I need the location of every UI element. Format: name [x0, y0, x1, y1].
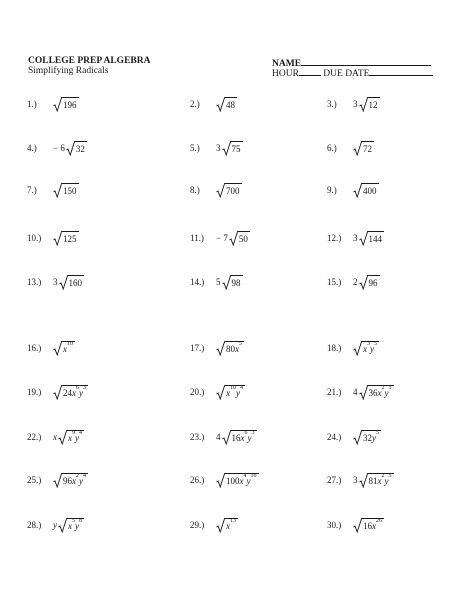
variable: x	[226, 520, 230, 531]
radicand: x 13	[226, 517, 236, 531]
radical-sign-icon	[216, 183, 225, 198]
hour-due-field[interactable]	[272, 66, 433, 80]
variable: x	[63, 343, 67, 354]
variable: y	[372, 432, 376, 443]
variable: y	[247, 432, 252, 443]
problem-number: 8.)	[190, 185, 200, 195]
radical-sign-icon	[222, 141, 231, 156]
variable: y	[75, 520, 79, 531]
radicand: 400	[362, 183, 379, 198]
problem-item	[190, 94, 237, 114]
radical-expression	[53, 341, 75, 356]
problem-number: 15.)	[327, 277, 342, 287]
problem-coefficient: 5	[216, 277, 221, 287]
radical-sign-icon	[59, 275, 68, 290]
problem-coefficient: y	[53, 520, 57, 530]
variable: x	[68, 520, 72, 531]
problem-number: 20.)	[190, 387, 205, 397]
radical-sign-icon	[229, 231, 238, 246]
radicand: 81 x 2 y 5	[368, 472, 392, 486]
problem-item	[27, 180, 79, 200]
radical-sign-icon	[359, 231, 368, 246]
variable: y	[246, 475, 251, 486]
radicand: 48	[225, 97, 237, 112]
problem-item	[190, 427, 257, 447]
radical-expression	[353, 341, 379, 356]
radical-expression	[53, 473, 88, 488]
radical-sign-icon	[58, 430, 67, 445]
problem-item	[27, 338, 75, 358]
variable: x	[377, 387, 382, 398]
radicand: 80 x 5	[226, 340, 242, 354]
problem-number: 18.)	[327, 343, 342, 353]
radicand: 144	[368, 231, 385, 246]
problem-item	[27, 272, 84, 292]
problem-number: 10.)	[27, 233, 42, 243]
variable: y	[79, 387, 83, 398]
radicand: 98	[231, 275, 243, 290]
problem-item	[327, 338, 379, 358]
variable: x	[72, 387, 76, 398]
problem-item	[27, 228, 79, 248]
problem-number: 2.)	[190, 99, 200, 109]
problem-number: 23.)	[190, 432, 205, 442]
radical-expression	[58, 430, 84, 445]
name-label: NAME	[272, 59, 302, 69]
radical-sign-icon	[359, 473, 368, 488]
problem-item	[27, 427, 84, 447]
radical-sign-icon	[222, 275, 231, 290]
problem-item	[27, 382, 88, 402]
radicand: 100 x 4 y 16	[226, 472, 257, 486]
radical-sign-icon	[53, 231, 62, 246]
radicand: 75	[231, 141, 243, 156]
problem-number: 16.)	[27, 343, 42, 353]
problem-number: 5.)	[190, 143, 200, 153]
radical-expression	[53, 231, 79, 246]
hour-label: HOUR	[272, 69, 299, 79]
radical-sign-icon	[53, 385, 62, 400]
radical-expression	[216, 97, 237, 112]
radical-sign-icon	[359, 97, 368, 112]
radicand-number: 100	[226, 475, 240, 486]
variable: x	[235, 343, 239, 354]
variable: y	[75, 432, 79, 443]
radical-sign-icon	[58, 518, 67, 533]
radical-expression	[216, 183, 242, 198]
radical-sign-icon	[222, 430, 231, 445]
radical-expression	[359, 97, 380, 112]
problem-coefficient: 4	[216, 432, 221, 442]
radicand: x 9 y 4	[68, 429, 82, 443]
radical-sign-icon	[353, 518, 362, 533]
radical-expression	[359, 275, 380, 290]
variable: x	[239, 475, 244, 486]
radicand-number: 16	[231, 432, 241, 443]
radical-expression	[359, 385, 394, 400]
radicand: x 3 y 5	[363, 340, 377, 354]
radicand-number: 24	[63, 387, 72, 398]
problem-coefficient: 3	[353, 99, 358, 109]
radicand: 160	[68, 275, 85, 290]
radicand-number: 36	[368, 387, 378, 398]
radicand: x 10	[63, 340, 73, 354]
problem-item	[327, 427, 381, 447]
radical-sign-icon	[216, 473, 225, 488]
problem-number: 6.)	[327, 143, 337, 153]
radicand: 700	[225, 183, 242, 198]
variable: x	[240, 432, 245, 443]
radicand: 36 x 2 y 3	[368, 384, 392, 398]
problem-number: 24.)	[327, 432, 342, 442]
radical-sign-icon	[353, 341, 362, 356]
variable: y	[370, 343, 374, 354]
problem-item	[327, 228, 384, 248]
problem-number: 28.)	[27, 520, 42, 530]
hour-blank[interactable]	[299, 66, 321, 76]
problem-item	[190, 515, 238, 535]
radical-expression	[53, 385, 88, 400]
radical-sign-icon	[353, 183, 362, 198]
problem-item	[327, 180, 379, 200]
radicand: 16 x 26	[363, 517, 382, 531]
radicand-number: 16	[363, 520, 372, 531]
problem-item	[190, 228, 250, 248]
problem-number: 9.)	[327, 185, 337, 195]
problem-item	[190, 272, 243, 292]
radical-sign-icon	[353, 141, 362, 156]
problem-coefficient: 3	[353, 233, 358, 243]
problem-number: 4.)	[27, 143, 37, 153]
radicand: x 10 y 4	[226, 384, 243, 398]
problem-item	[27, 470, 88, 490]
radicand: 32	[75, 141, 87, 156]
problem-number: 30.)	[327, 520, 342, 530]
problem-coefficient: 3	[353, 475, 358, 485]
radical-sign-icon	[53, 97, 62, 112]
radical-sign-icon	[216, 518, 225, 533]
radical-expression	[353, 430, 381, 445]
radicand: 150	[62, 183, 79, 198]
problem-number: 14.)	[190, 277, 205, 287]
problem-number: 25.)	[27, 475, 42, 485]
radical-sign-icon	[216, 97, 225, 112]
problem-number: 19.)	[27, 387, 42, 397]
problem-number: 12.)	[327, 233, 342, 243]
radical-expression	[53, 183, 79, 198]
radicand: 96	[368, 275, 380, 290]
radical-expression	[353, 518, 384, 533]
radicand: 24 x 6 y 3	[63, 384, 86, 398]
problem-number: 17.)	[190, 343, 205, 353]
radical-expression	[353, 183, 379, 198]
radical-expression	[58, 518, 84, 533]
problem-item	[27, 515, 84, 535]
radical-sign-icon	[359, 385, 368, 400]
name-blank[interactable]	[301, 56, 431, 66]
radicand: 16 x 6 y 3	[231, 429, 255, 443]
radical-expression	[229, 231, 250, 246]
problem-number: 26.)	[190, 475, 205, 485]
problem-item	[190, 470, 259, 490]
problem-item	[190, 138, 243, 158]
problem-item	[327, 515, 384, 535]
radicand: 50	[238, 231, 250, 246]
radical-expression	[353, 141, 374, 156]
problem-item	[27, 138, 87, 158]
radical-expression	[216, 473, 259, 488]
radical-sign-icon	[216, 341, 225, 356]
radicand-number: 81	[368, 475, 378, 486]
worksheet-subtitle: Simplifying Radicals	[28, 66, 109, 76]
variable: x	[226, 387, 230, 398]
problem-coefficient: − 6	[53, 143, 65, 153]
problem-coefficient: 2	[353, 277, 358, 287]
radicand-number: 32	[363, 432, 372, 443]
radical-expression	[222, 430, 257, 445]
worksheet-title: COLLEGE PREP ALGEBRA	[28, 56, 151, 66]
problem-number: 21.)	[327, 387, 342, 397]
problem-item	[27, 94, 79, 114]
radical-expression	[66, 141, 87, 156]
radical-sign-icon	[66, 141, 75, 156]
problem-number: 7.)	[27, 185, 37, 195]
variable: x	[377, 475, 382, 486]
problem-item	[327, 382, 394, 402]
problem-coefficient: 4	[353, 387, 358, 397]
variable: y	[236, 387, 240, 398]
radical-expression	[59, 275, 85, 290]
due-date-blank[interactable]	[369, 66, 433, 76]
problem-number: 27.)	[327, 475, 342, 485]
problem-coefficient: x	[53, 432, 57, 442]
radicand: 196	[62, 97, 79, 112]
variable: y	[384, 475, 389, 486]
variable: y	[79, 475, 83, 486]
problem-item	[327, 94, 380, 114]
variable: x	[68, 432, 72, 443]
problem-coefficient: − 7	[216, 233, 228, 243]
radicand: x 5 y 8	[68, 517, 82, 531]
radical-expression	[222, 275, 243, 290]
due-date-label: DUE DATE	[323, 69, 370, 79]
problem-item	[327, 470, 394, 490]
radicand: 96 x 2 y 4	[63, 472, 86, 486]
radical-expression	[359, 231, 385, 246]
problem-number: 22.)	[27, 432, 42, 442]
radical-sign-icon	[53, 341, 62, 356]
radicand-number: 80	[226, 343, 235, 354]
radical-sign-icon	[216, 385, 225, 400]
variable: x	[363, 343, 367, 354]
radical-sign-icon	[359, 275, 368, 290]
radicand: 32 y 5	[363, 429, 379, 443]
radical-expression	[216, 385, 245, 400]
problem-number: 11.)	[190, 233, 204, 243]
radical-expression	[53, 97, 79, 112]
radical-sign-icon	[53, 473, 62, 488]
variable: y	[384, 387, 389, 398]
problem-number: 1.)	[27, 99, 37, 109]
problem-item	[327, 138, 374, 158]
problem-item	[190, 382, 245, 402]
problem-coefficient: 3	[53, 277, 58, 287]
radical-sign-icon	[353, 430, 362, 445]
radical-sign-icon	[53, 183, 62, 198]
radical-expression	[216, 341, 244, 356]
variable: x	[72, 475, 76, 486]
variable: x	[372, 520, 376, 531]
problem-item	[327, 272, 380, 292]
problem-number: 3.)	[327, 99, 337, 109]
radicand: 72	[362, 141, 374, 156]
radical-expression	[222, 141, 243, 156]
problem-item	[190, 180, 242, 200]
problem-number: 13.)	[27, 277, 42, 287]
problem-number: 29.)	[190, 520, 205, 530]
radicand-number: 96	[63, 475, 72, 486]
radical-expression	[359, 473, 394, 488]
radicand: 12	[368, 97, 380, 112]
problem-coefficient: 3	[216, 143, 221, 153]
radical-expression	[216, 518, 238, 533]
radicand: 125	[62, 231, 79, 246]
problem-item	[190, 338, 244, 358]
